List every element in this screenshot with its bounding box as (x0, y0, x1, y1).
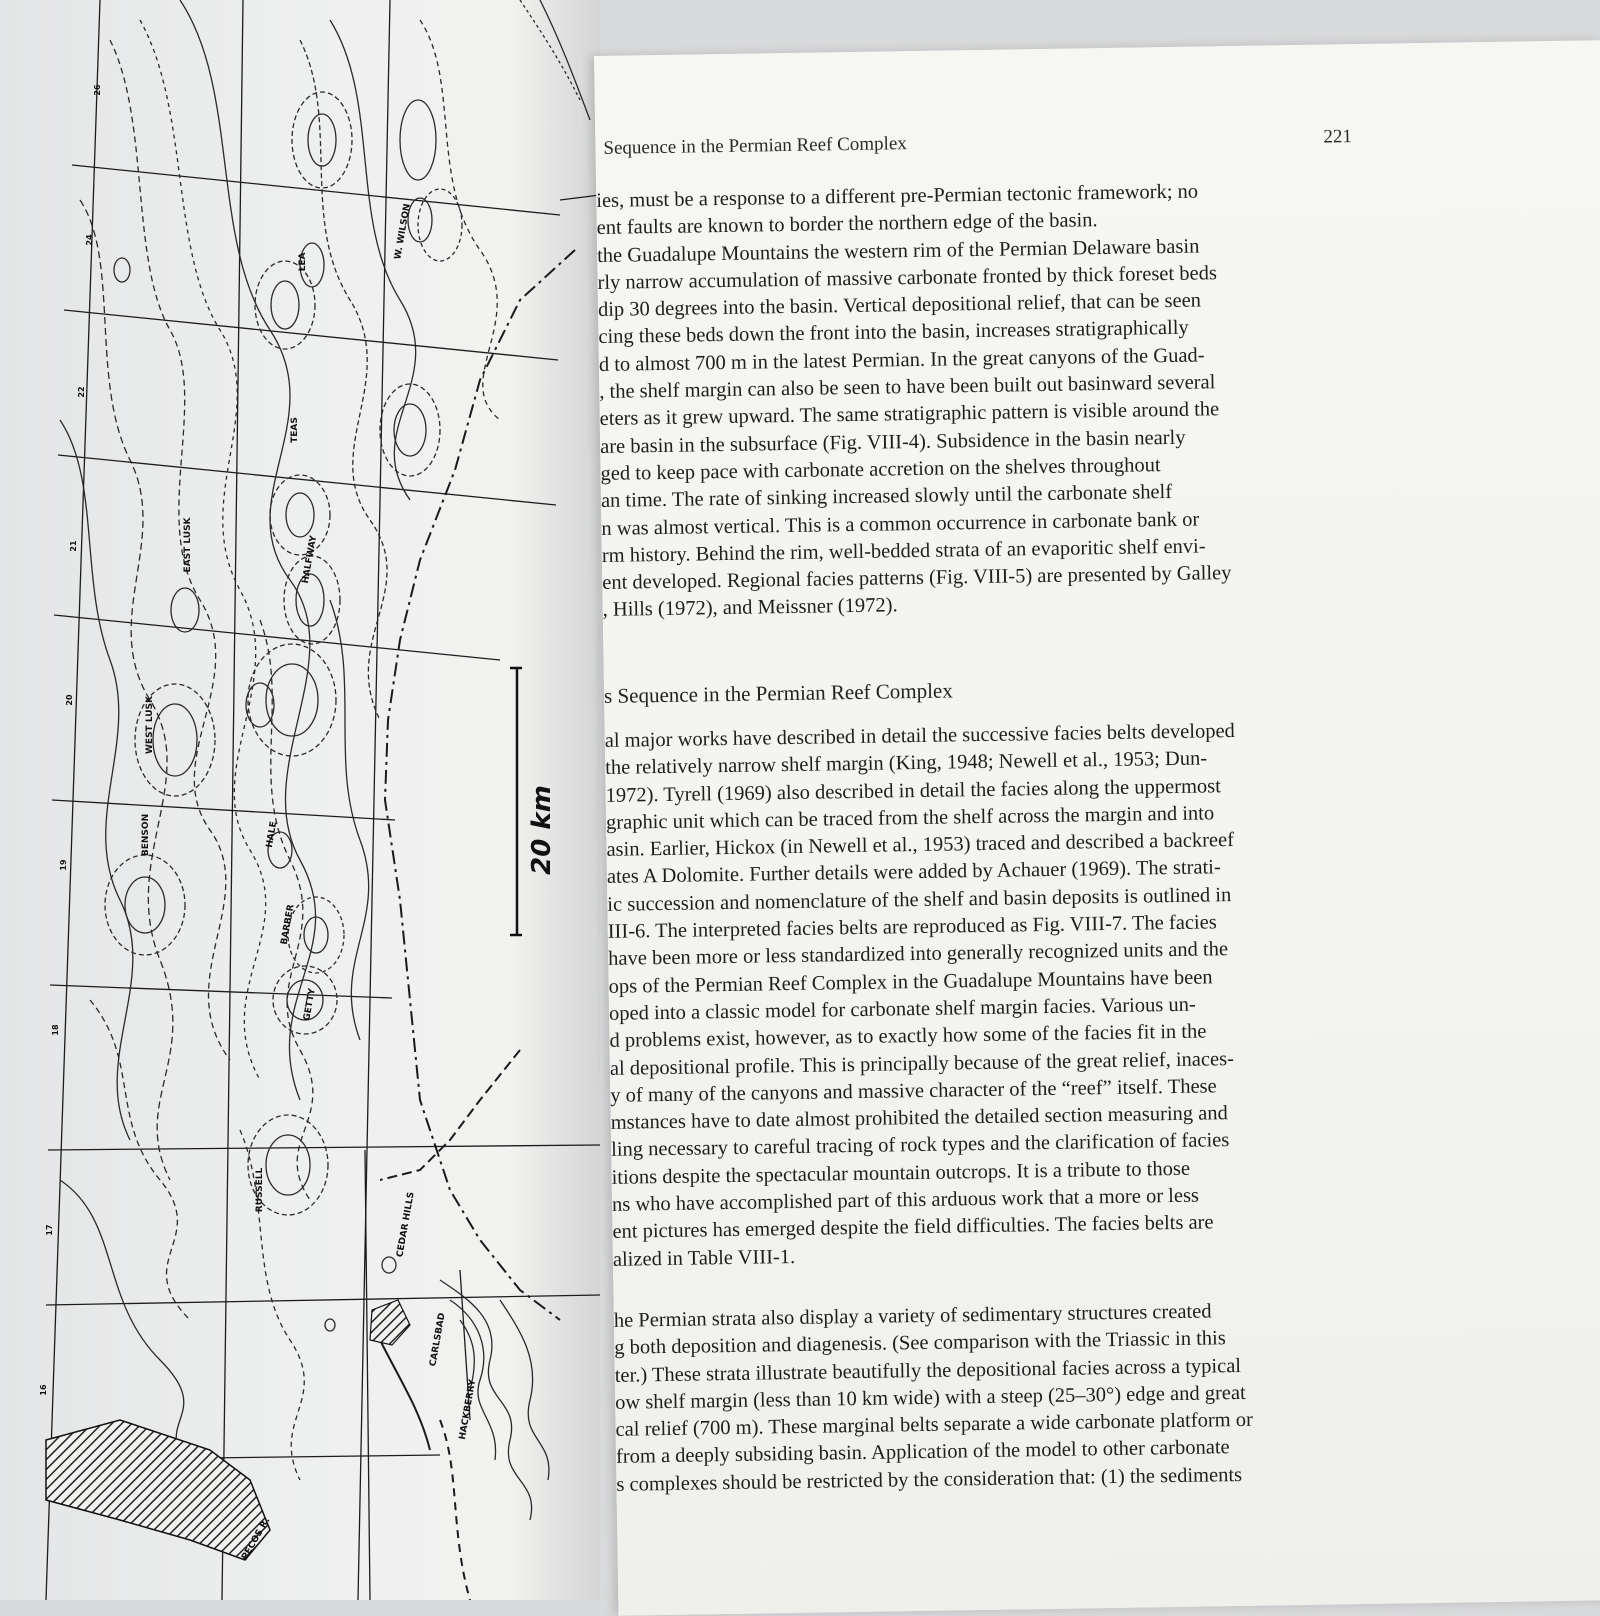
text-line: have been more or less standardized into generally recognized units and the (608, 938, 1229, 971)
map-field-label: CARLSBAD (428, 1312, 448, 1368)
text-line: ent pictures has emerged despite the field difficulties. The facies belts are (612, 1211, 1214, 1244)
map-edge-tick: 16 (39, 1384, 48, 1396)
text-line: ter.) These strata illustrate beautifully the depositional facies across a typical (614, 1354, 1242, 1387)
text-line: al depositional profile. This is principally because of the great relief, inaces- (609, 1047, 1235, 1080)
map-edge-tick: 24 (85, 234, 94, 246)
paragraph-3 (614, 1296, 1397, 1499)
text-line: d problems exist, however, as to exactly how some of the facies fit in the (609, 1020, 1207, 1053)
text-line: graphic unit which can be traced from the shelf across the margin and into (605, 802, 1215, 834)
text-line: ies, must be a response to a different pre-Permian tectonic framework; no (596, 180, 1199, 212)
map-field-label: TEAS (290, 417, 300, 443)
map-field-label: BARBER (279, 903, 297, 946)
paragraph-1 (596, 176, 1383, 625)
map-field-label: EAST LUSK (183, 517, 193, 573)
text-line: alized in Table VIII-1. (612, 1245, 796, 1271)
map-field-label: CEDAR HILLS (395, 1191, 417, 1259)
map-field-label: W. WILSON (393, 203, 413, 261)
map-edge-tick: 26 (93, 84, 102, 96)
text-line: rm history. Behind the rim, well-bedded strata of an evaporitic shelf envi- (601, 535, 1206, 567)
scale-bar-label: 20 km (527, 785, 557, 875)
map-field-label: HACKBERRY (457, 1378, 479, 1441)
text-line: , the shelf margin can also be seen to have been built out basinward several (599, 371, 1216, 404)
text-line: III-6. The interpreted facies belts are reproduced as Fig. VIII-7. The facies (607, 911, 1217, 943)
text-line: dip 30 degrees into the basin. Vertical depositional relief, that can be seen (597, 289, 1202, 322)
map-field-label: BENSON (141, 813, 151, 857)
text-line: asin. Earlier, Hickox (in Newell et al., 1953) traced and described a backreef (606, 829, 1235, 862)
text-line: mstances have to date almost prohibited the detailed section measuring and (610, 1102, 1228, 1135)
text-line: cing these beds down the front into the basin, increases stratigraphically (598, 317, 1189, 349)
text-line: n was almost vertical. This is a common occurrence in carbonate bank or (601, 508, 1200, 540)
isopach-map (0, 0, 600, 1600)
text-line: itions despite the spectacular mountain outcrops. It is a tribute to those (611, 1157, 1191, 1189)
text-line: ates A Dolomite. Further details were added by Achauer (1969). The strati- (606, 856, 1221, 889)
right-page (594, 40, 1600, 1616)
text-line: s complexes should be restricted by the consideration that: (1) the sediments (616, 1463, 1243, 1496)
left-page-map-figure (0, 0, 600, 1600)
text-line: the Guadalupe Mountains the western rim of the Permian Delaware basin (596, 235, 1200, 267)
map-edge-tick: 17 (45, 1224, 54, 1236)
map-field-label: LEA (298, 252, 308, 272)
text-line: d to almost 700 m in the latest Permian. In the great canyons of the Guad- (598, 344, 1205, 376)
hatched-outcrop-area (46, 1300, 410, 1560)
map-edge-tick: 18 (51, 1024, 60, 1036)
paragraph-2 (605, 716, 1393, 1274)
text-line: ent developed. Regional facies patterns (Fig. VIII-5) are presented by Galley (602, 562, 1232, 595)
text-line: ow shelf margin (less than 10 km wide) with a steep (25–30°) edge and great (614, 1381, 1246, 1414)
map-edge-tick: 22 (77, 386, 86, 398)
text-line: an time. The rate of sinking increased slowly until the carbonate shelf (600, 481, 1173, 513)
map-field-label: GETTY (302, 987, 318, 1022)
text-line: ops of the Permian Reef Complex in the Guadalupe Mountains have been (608, 966, 1213, 998)
map-edge-tick: 20 (65, 694, 74, 706)
map-field-label: HALE (264, 820, 280, 849)
map-field-label: RUSSELL (255, 1167, 265, 1213)
text-line: ic succession and nomenclature of the shelf and basin deposits is outlined in (607, 883, 1232, 916)
contour-lines (60, 0, 590, 1520)
text-line: ns who have accomplished part of this arduous work that a more or less (611, 1184, 1200, 1216)
text-line: ent faults are known to border the northern edge of the basin. (596, 209, 1098, 240)
text-line: al major works have described in detail the successive facies belts developed (604, 720, 1236, 752)
text-line: he Permian strata also display a variety of sedimentary structures created (613, 1300, 1212, 1332)
page-number: 221 (1323, 126, 1353, 148)
text-line: cal relief (700 m). These marginal belts separate a wide carbonate platform or (615, 1409, 1254, 1442)
text-line: rly narrow accumulation of massive carbonate fronted by thick foreset beds (597, 262, 1218, 294)
text-line: y of many of the canyons and massive character of the “reef” itself. These (610, 1075, 1217, 1107)
running-head: Sequence in the Permian Reef Complex (603, 133, 907, 159)
text-line: oped into a classic model for carbonate shelf margin facies. Various un- (608, 993, 1196, 1025)
map-edge-tick: 21 (69, 540, 78, 552)
text-line: from a deeply subsiding basin. Application of the model to other carbonate (615, 1436, 1230, 1469)
map-field-label: PECOS R. (240, 1516, 273, 1562)
text-line: eters as it grew upward. The same stratigraphic pattern is visible around the (599, 398, 1220, 431)
text-line: g both deposition and diagenesis. (See comparison with the Triassic in this (614, 1327, 1226, 1360)
section-heading: s Sequence in the Permian Reef Complex (603, 678, 953, 708)
text-line: 1972). Tyrell (1969) also described in detail the facies along the uppermost (605, 774, 1222, 807)
text-line: are basin in the subsurface (Fig. VIII-4). Subsidence in the basin nearly (599, 426, 1186, 458)
map-field-label: WEST LUSK (145, 695, 155, 755)
state-line (380, 250, 575, 1600)
text-line: the relatively narrow shelf margin (King, 1948; Newell et al., 1953; Dun- (605, 747, 1208, 780)
text-line: ling necessary to careful tracing of rock types and the clarification of facies (611, 1129, 1230, 1162)
map-field-label: HALFWAY (300, 534, 320, 585)
text-line: ged to keep pace with carbonate accretion on the shelves throughout (600, 454, 1161, 485)
scale-bar (510, 668, 522, 935)
text-line: , Hills (1972), and Meissner (1972). (602, 594, 898, 622)
map-edge-tick: 19 (59, 859, 68, 871)
